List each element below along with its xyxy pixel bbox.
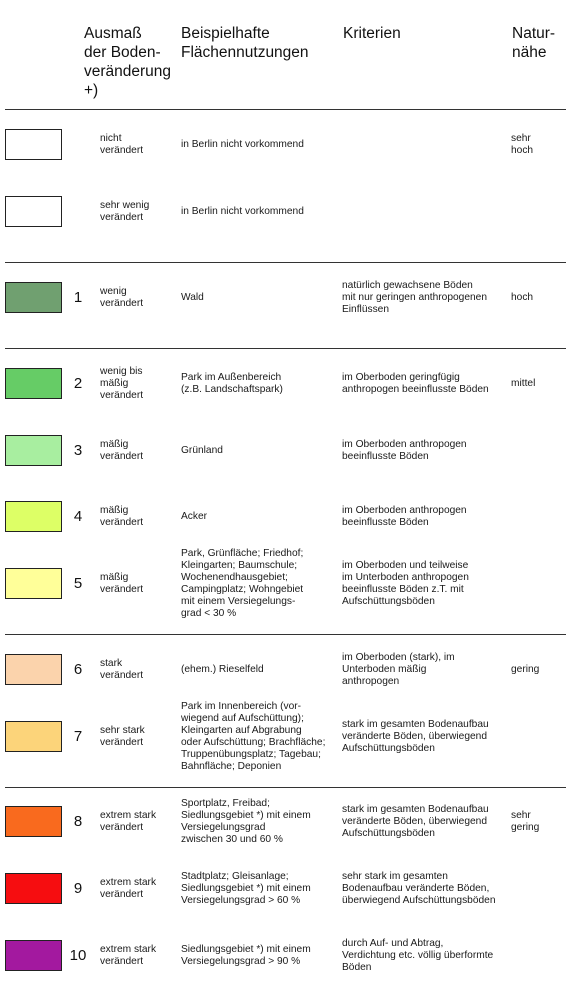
- degree-cell: [100, 505, 143, 529]
- class-number: 10: [69, 947, 87, 964]
- criteria-cell-line: mit nur geringen anthropogenen: [342, 292, 487, 303]
- header-nature-line: nähe: [512, 44, 547, 61]
- usage-cell-line: grad < 30 %: [181, 608, 237, 619]
- class-number: 3: [73, 442, 83, 459]
- degree-cell-line: wenig: [100, 286, 127, 297]
- degree-cell: [100, 725, 145, 749]
- degree-cell: [100, 439, 143, 463]
- criteria-cell-line: Verdichtung etc. völlig überformte: [342, 950, 494, 961]
- criteria-cell-line: veränderte Böden, überwiegend: [342, 816, 487, 827]
- degree-cell-line: verändert: [100, 298, 144, 309]
- degree-cell-line: stark: [100, 658, 123, 669]
- criteria-cell-line: durch Auf- und Abtrag,: [342, 938, 444, 949]
- degree-cell-line: mäßig: [100, 572, 129, 583]
- nature-cell-line: hoch: [511, 145, 534, 156]
- usage-cell: [181, 944, 311, 968]
- nature-cell-line: gering: [511, 822, 540, 833]
- degree-cell-line: verändert: [100, 517, 144, 528]
- degree-cell-line: verändert: [100, 670, 144, 681]
- divider-line: [5, 348, 566, 349]
- criteria-cell-line: beeinflusste Böden z.T. mit: [342, 584, 464, 595]
- criteria-cell: [342, 871, 496, 907]
- degree-cell-line: sehr stark: [100, 725, 145, 736]
- criteria-cell-line: Bodenaufbau veränderte Böden,: [342, 883, 490, 894]
- usage-cell: [181, 798, 311, 846]
- criteria-cell: [342, 652, 455, 688]
- usage-cell-line: zwischen 30 und 60 %: [181, 834, 283, 845]
- criteria-cell-line: im Oberboden und teilweise: [342, 560, 469, 571]
- degree-cell: [100, 200, 149, 224]
- header-degree-line: veränderung: [84, 63, 172, 80]
- criteria-cell-line: im Oberboden (stark), im: [342, 652, 455, 663]
- usage-cell: [181, 701, 325, 773]
- nature-cell-line: hoch: [511, 292, 534, 303]
- degree-cell: [100, 366, 143, 402]
- color-swatch: [5, 368, 62, 399]
- usage-cell-line: Siedlungsgebiet *) mit einem: [181, 944, 311, 955]
- usage-cell-line: (ehem.) Rieselfeld: [181, 664, 264, 675]
- divider-line: [5, 109, 566, 110]
- degree-cell: [100, 658, 143, 682]
- color-swatch: [5, 568, 62, 599]
- usage-cell-line: Versiegelungsgrad > 90 %: [181, 956, 301, 967]
- degree-cell-line: verändert: [100, 390, 144, 401]
- usage-cell: [181, 445, 223, 457]
- nature-cell: [511, 378, 535, 390]
- degree-cell-line: verändert: [100, 737, 144, 748]
- color-swatch: [5, 806, 62, 837]
- class-number: 5: [73, 575, 83, 592]
- usage-cell: [181, 664, 264, 676]
- usage-cell: [181, 139, 304, 151]
- criteria-cell-line: anthropogen beeinflusste Böden: [342, 384, 489, 395]
- usage-cell-line: wiegend auf Aufschüttung);: [181, 713, 304, 724]
- usage-cell: [181, 206, 304, 218]
- usage-cell-line: Wochenendhausgebiet;: [181, 572, 288, 583]
- usage-cell-line: Kleingarten auf Abgrabung: [181, 725, 302, 736]
- usage-cell: [181, 871, 311, 907]
- class-number: 9: [73, 880, 83, 897]
- degree-cell-line: verändert: [100, 145, 144, 156]
- color-swatch: [5, 654, 62, 685]
- criteria-cell-line: im Oberboden anthropogen: [342, 439, 467, 450]
- header-usage-line: Flächennutzungen: [181, 44, 309, 61]
- usage-cell-line: oder Aufschüttung; Brachfläche;: [181, 737, 326, 748]
- criteria-cell-line: Aufschüttungsböden: [342, 596, 435, 607]
- header-degree: [84, 24, 171, 100]
- usage-cell-line: Campingplatz; Wohngebiet: [181, 584, 304, 595]
- usage-cell-line: Kleingarten; Baumschule;: [181, 560, 298, 571]
- color-swatch: [5, 501, 62, 532]
- usage-cell: [181, 372, 283, 396]
- criteria-cell-line: Einflüssen: [342, 304, 390, 315]
- criteria-cell-line: stark im gesamten Bodenaufbau: [342, 804, 489, 815]
- degree-cell-line: nicht: [100, 133, 122, 144]
- color-swatch: [5, 940, 62, 971]
- usage-cell-line: Grünland: [181, 445, 223, 456]
- degree-cell-line: mäßig: [100, 378, 129, 389]
- criteria-cell-line: anthropogen: [342, 676, 400, 687]
- degree-cell-line: verändert: [100, 584, 144, 595]
- criteria-cell-line: Aufschüttungsböden: [342, 743, 435, 754]
- criteria-cell: [342, 505, 467, 529]
- degree-cell-line: sehr wenig: [100, 200, 150, 211]
- usage-cell: [181, 292, 204, 304]
- criteria-cell: [342, 439, 467, 463]
- header-usage-line: Beispielhafte: [181, 25, 270, 42]
- criteria-cell-line: überwiegend Aufschüttungsböden: [342, 895, 496, 906]
- degree-cell-line: extrem stark: [100, 877, 157, 888]
- color-swatch: [5, 721, 62, 752]
- usage-cell-line: Versiegelungsgrad: [181, 822, 266, 833]
- usage-cell-line: Wald: [181, 292, 204, 303]
- color-swatch: [5, 873, 62, 904]
- degree-cell-line: verändert: [100, 889, 144, 900]
- degree-cell-line: extrem stark: [100, 810, 157, 821]
- criteria-cell-line: Unterboden mäßig: [342, 664, 427, 675]
- class-number: 8: [73, 813, 83, 830]
- criteria-cell: [342, 560, 469, 608]
- usage-cell-line: Park im Außenbereich: [181, 372, 282, 383]
- usage-cell-line: Sportplatz, Freibad;: [181, 798, 270, 809]
- usage-cell: [181, 511, 207, 523]
- degree-cell: [100, 286, 143, 310]
- criteria-cell-line: natürlich gewachsene Böden: [342, 280, 473, 291]
- criteria-cell-line: im Oberboden geringfügig: [342, 372, 460, 383]
- criteria-cell-line: Böden: [342, 962, 372, 973]
- nature-cell: [511, 133, 533, 157]
- degree-cell-line: mäßig: [100, 439, 129, 450]
- criteria-cell: [342, 280, 487, 316]
- class-number: 7: [73, 728, 83, 745]
- criteria-cell-line: Aufschüttungsböden: [342, 828, 435, 839]
- degree-cell: [100, 944, 156, 968]
- criteria-cell: [342, 372, 489, 396]
- degree-cell-line: mäßig: [100, 505, 129, 516]
- criteria-cell-line: beeinflusste Böden: [342, 517, 429, 528]
- nature-cell-line: mittel: [511, 378, 536, 389]
- criteria-cell-line: beeinflusste Böden: [342, 451, 429, 462]
- nature-cell-line: sehr: [511, 810, 531, 821]
- usage-cell-line: mit einem Versiegelungs-: [181, 596, 296, 607]
- class-number: 6: [73, 661, 83, 678]
- header-degree-line: +): [84, 82, 99, 99]
- criteria-cell: [342, 804, 489, 840]
- class-number: 4: [73, 508, 83, 525]
- criteria-cell: [342, 719, 489, 755]
- usage-cell-line: in Berlin nicht vorkommend: [181, 139, 304, 150]
- usage-cell-line: Siedlungsgebiet *) mit einem: [181, 883, 311, 894]
- criteria-cell-line: veränderte Böden, überwiegend: [342, 731, 487, 742]
- color-swatch: [5, 129, 62, 160]
- usage-cell-line: in Berlin nicht vorkommend: [181, 206, 304, 217]
- degree-cell-line: verändert: [100, 451, 144, 462]
- criteria-cell-line: im Oberboden anthropogen: [342, 505, 467, 516]
- color-swatch: [5, 435, 62, 466]
- header-usage: [181, 24, 309, 62]
- class-number: 1: [73, 289, 83, 306]
- criteria-cell-line: im Unterboden anthropogen: [342, 572, 469, 583]
- nature-cell: [511, 810, 539, 834]
- header-nature: [512, 24, 555, 62]
- header-criteria: [343, 24, 401, 43]
- usage-cell-line: Park, Grünfläche; Friedhof;: [181, 548, 304, 559]
- usage-cell-line: Versiegelungsgrad > 60 %: [181, 895, 301, 906]
- degree-cell-line: extrem stark: [100, 944, 157, 955]
- degree-cell-line: wenig bis: [100, 366, 143, 377]
- degree-cell-line: verändert: [100, 822, 144, 833]
- degree-cell-line: verändert: [100, 212, 144, 223]
- header-nature-line: Natur-: [512, 25, 556, 42]
- nature-cell-line: sehr: [511, 133, 531, 144]
- header-degree-line: der Boden-: [84, 44, 161, 61]
- header-degree-line: Ausmaß: [84, 25, 142, 42]
- degree-cell: [100, 572, 143, 596]
- usage-cell-line: Stadtplatz; Gleisanlage;: [181, 871, 289, 882]
- usage-cell-line: Truppenübungsplatz; Tagebau;: [181, 749, 321, 760]
- color-swatch: [5, 196, 62, 227]
- nature-cell: [511, 664, 539, 676]
- criteria-cell-line: stark im gesamten Bodenaufbau: [342, 719, 489, 730]
- usage-cell-line: Acker: [181, 511, 208, 522]
- divider-line: [5, 262, 566, 263]
- usage-cell-line: Park im Innenbereich (vor-: [181, 701, 302, 712]
- nature-cell-line: gering: [511, 664, 540, 675]
- criteria-cell: [342, 938, 493, 974]
- degree-cell: [100, 133, 143, 157]
- header-criteria-line: Kriterien: [343, 25, 401, 42]
- criteria-cell-line: sehr stark im gesamten: [342, 871, 448, 882]
- degree-cell-line: verändert: [100, 956, 144, 967]
- degree-cell: [100, 877, 156, 901]
- divider-line: [5, 634, 566, 635]
- usage-cell-line: (z.B. Landschaftspark): [181, 384, 283, 395]
- class-number: 2: [73, 375, 83, 392]
- color-swatch: [5, 282, 62, 313]
- divider-line: [5, 787, 566, 788]
- usage-cell-line: Siedlungsgebiet *) mit einem: [181, 810, 311, 821]
- nature-cell: [511, 292, 533, 304]
- degree-cell: [100, 810, 156, 834]
- usage-cell: [181, 548, 303, 620]
- usage-cell-line: Bahnfläche; Deponien: [181, 761, 282, 772]
